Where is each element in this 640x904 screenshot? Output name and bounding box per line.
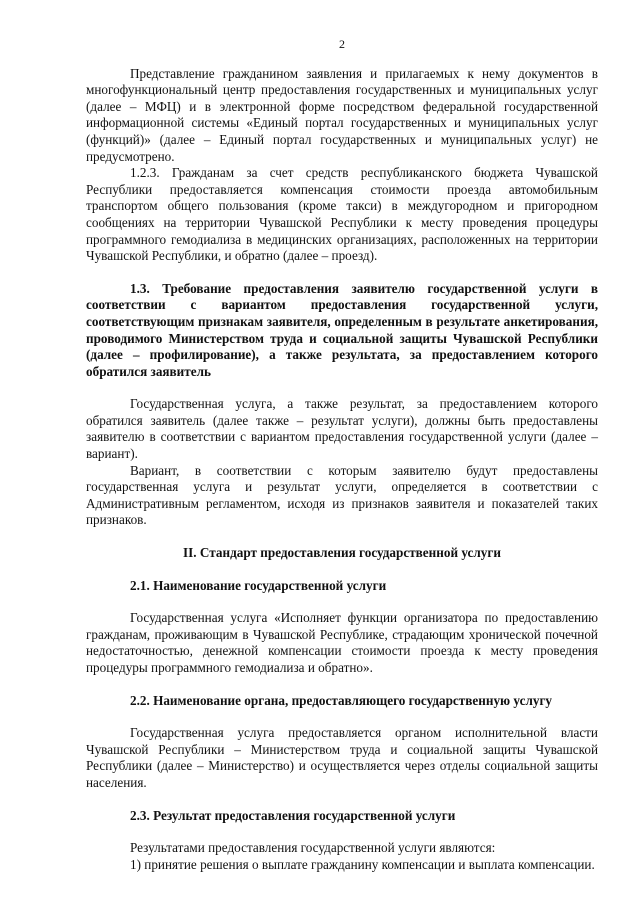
spacer: [86, 709, 598, 725]
paragraph-2-1: Государственная услуга «Исполняет функции организатора по предоставлению гражданам, проживающим в Чувашской Республике, страдающим хронической почечной недостаточностью, денежной компенсации стоимости проезда к месту проведения процедуры программного гемодиализа и обратно».: [86, 610, 598, 675]
heading-section-2: II. Стандарт предоставления государственной услуги: [183, 545, 501, 561]
heading-1-3: 1.3. Требование предоставления заявителю государственной услуги в соответствии с вариантом предоставления государственной услуги, соответствующим признакам заявителя, определенным в результате анкетирования, проводимого Министерством труда и социальной защиты Чувашской Республики (далее – профилирование), а также результата, за предоставлением которого обратился заявитель: [86, 280, 598, 379]
page-number: 2: [339, 37, 345, 51]
spacer: [86, 380, 598, 396]
paragraph-mfc-submission: Представление гражданином заявления и прилагаемых к нему документов в многофункциональный центр предоставления государственных и муниципальных услуг (далее – МФЦ) и в электронной форме посредством федеральной государственной информационной системы «Единый портал государственных и муниципальных услуг (функций)» (далее – Единый портал государственных и муниципальных услуг) не предусмотрено.: [86, 65, 598, 164]
paragraph-2-3-b: 1) принятие решения о выплате гражданину компенсации и выплата компенсации.: [130, 856, 595, 872]
spacer: [86, 594, 598, 610]
spacer: [86, 792, 598, 808]
spacer: [86, 677, 598, 693]
spacer: [86, 265, 598, 281]
heading-2-1: 2.1. Наименование государственной услуги: [130, 577, 387, 593]
heading-2-3: 2.3. Результат предоставления государственной услуги: [130, 807, 456, 823]
paragraph-1-3-b: Вариант, в соответствии с которым заявителю будут предоставлены государственная услуга и результат услуги, определяется в соответствии с Административным регламентом, исходя из признаков заявителя и показателей таких признаков.: [86, 462, 598, 528]
spacer: [86, 562, 598, 578]
paragraph-2-3-a: Результатами предоставления государственной услуги являются:: [130, 840, 496, 856]
spacer: [86, 529, 598, 545]
paragraph-2-2: Государственная услуга предоставляется органом исполнительной власти Чувашской Республики – Министерством труда и социальной защиты Чувашской Республики (далее – Министерство) и осуществляется через отделы социальной защиты населения.: [86, 725, 598, 790]
paragraph-1-2-3: 1.2.3. Гражданам за счет средств республиканского бюджета Чувашской Республики предоставляется компенсация стоимости проезда автомобильным транспортом общего пользования (кроме такси) в междугородном и пригородном сообщениях на территории Чувашской Республики к месту проведения процедуры программного гемодиализа в медицинских организациях, расположенных на территории Чувашской Республики, и обратно (далее – проезд).: [86, 165, 598, 264]
spacer: [86, 824, 598, 840]
heading-2-2: 2.2. Наименование органа, предоставляющего государственную услугу: [130, 692, 553, 708]
paragraph-1-3-a: Государственная услуга, а также результат, за предоставлением которого обратился заявитель (далее также – результат услуги), должны быть предоставлены заявителю в соответствии с вариантом предоставления государственной услуги (далее – вариант).: [86, 396, 598, 462]
